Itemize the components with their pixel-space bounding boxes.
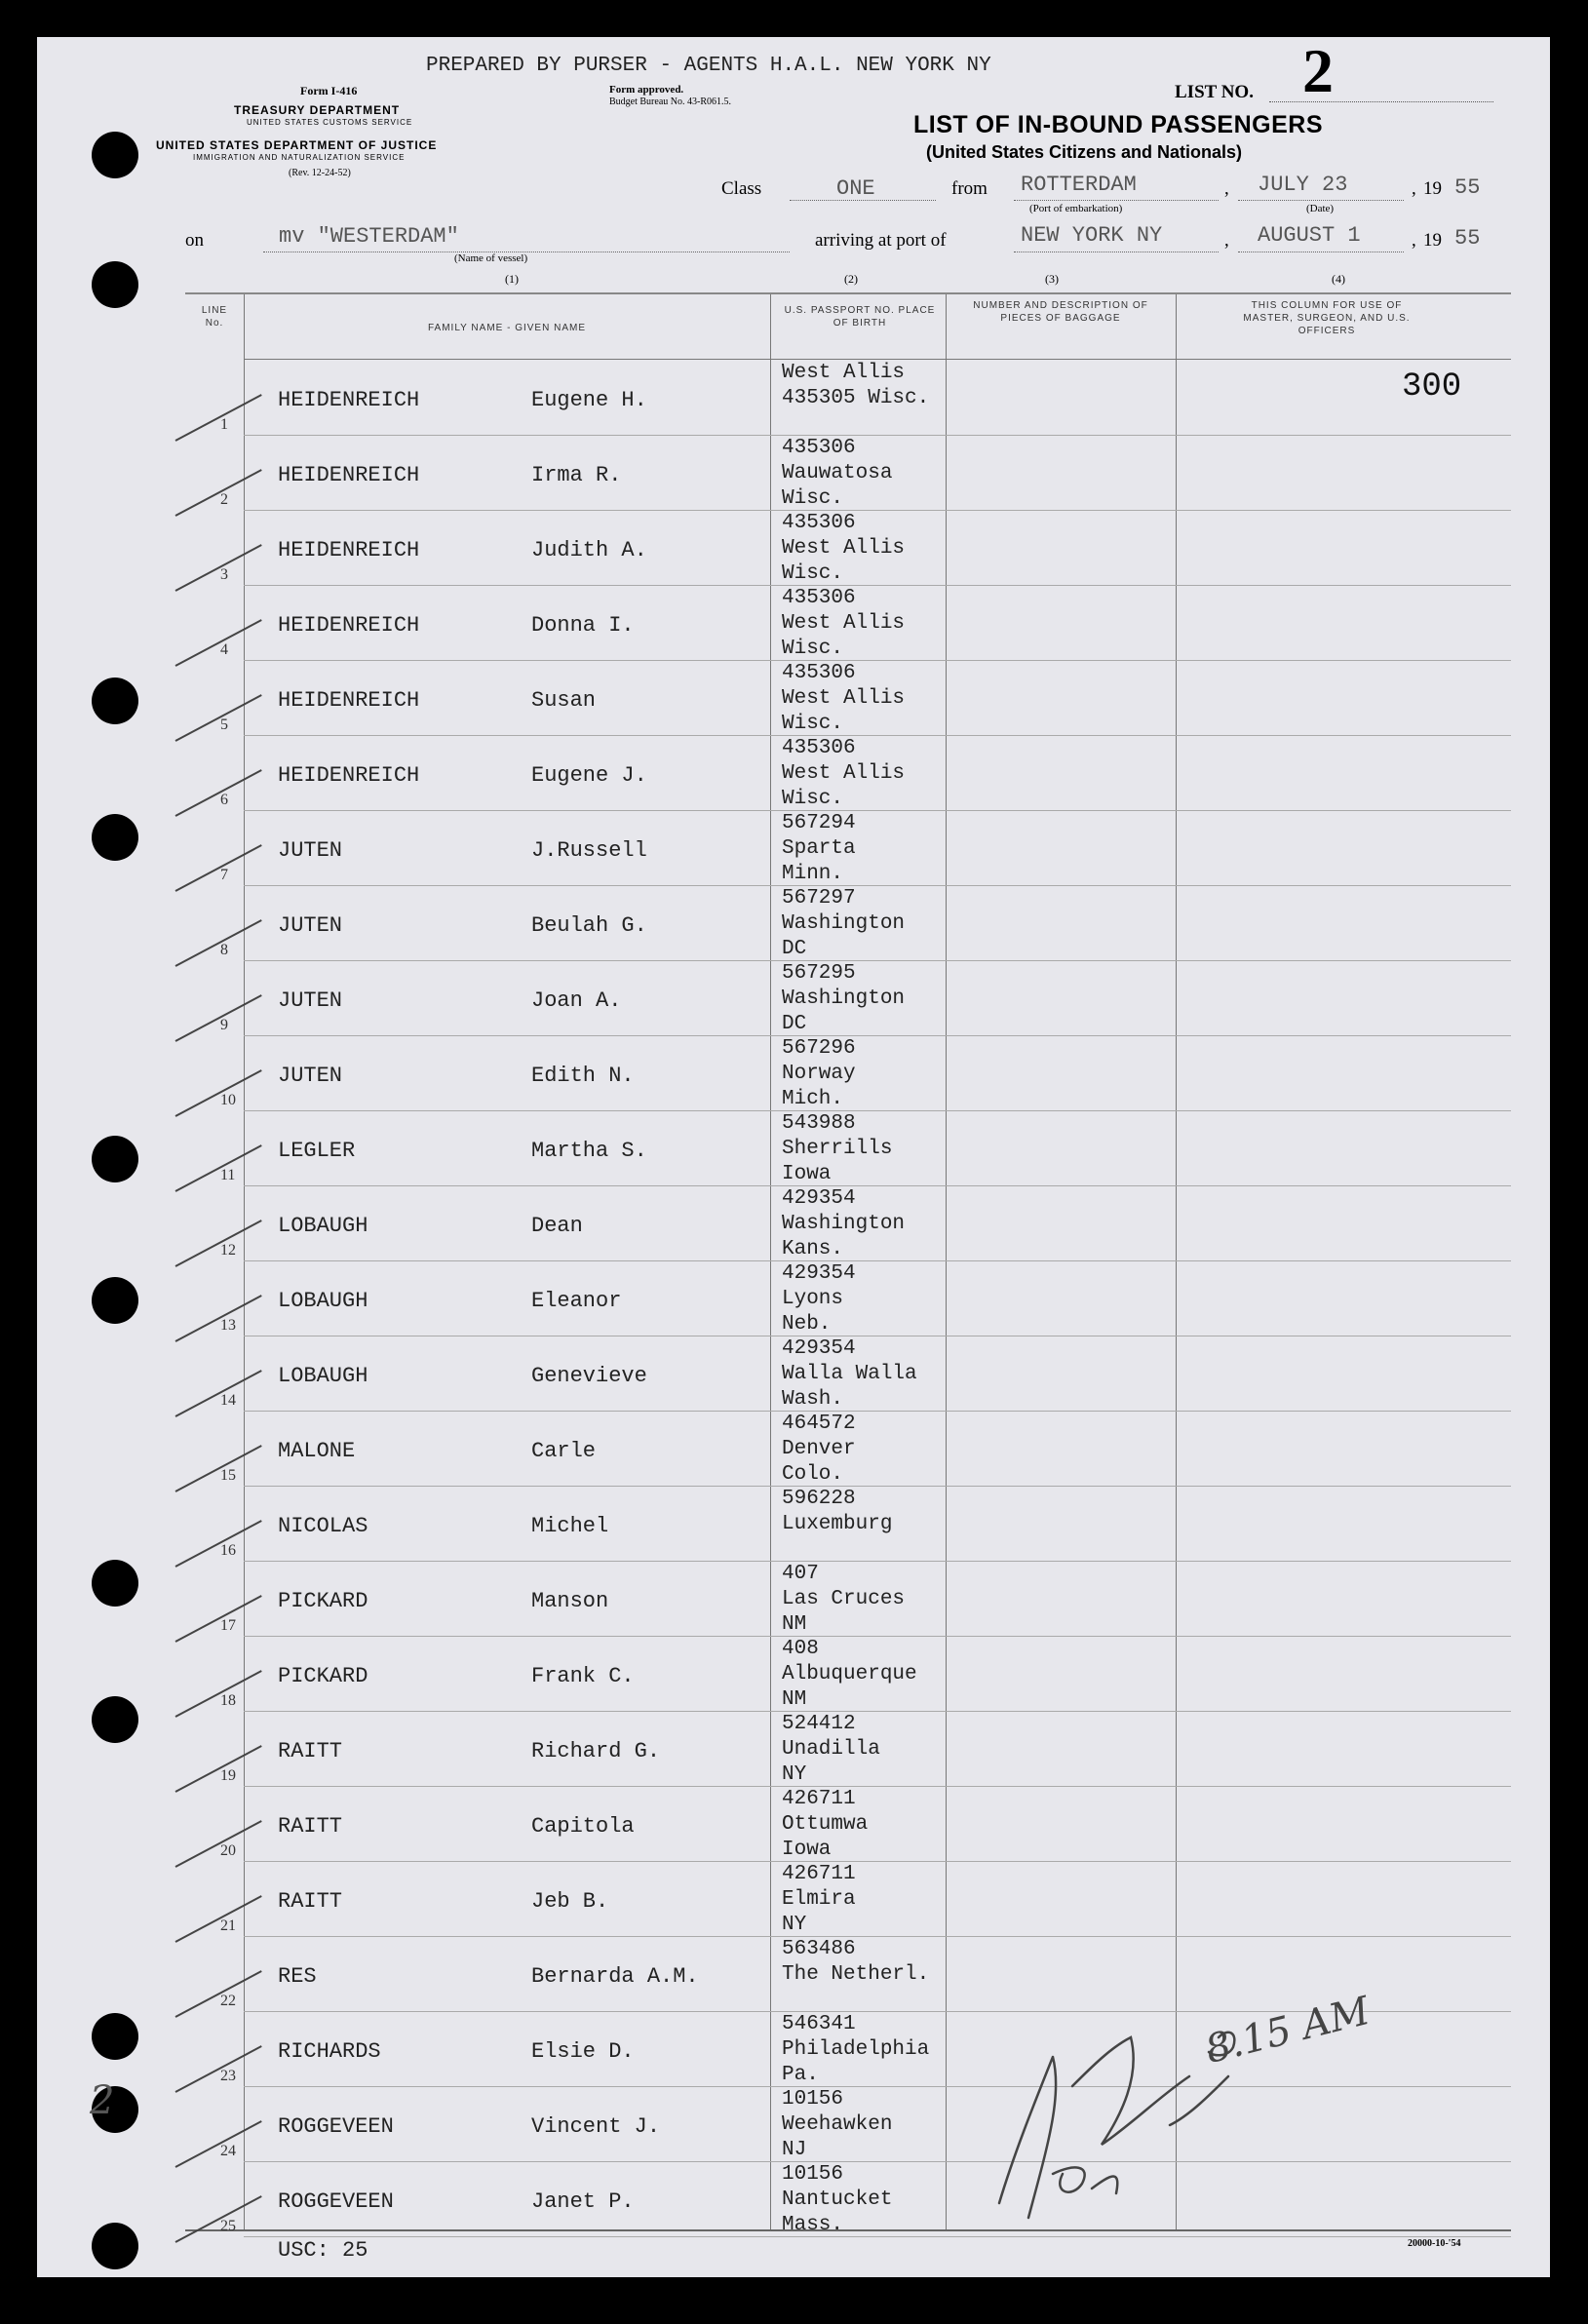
- line-number: 8: [220, 942, 228, 958]
- passport-birthplace: [782, 661, 905, 737]
- passport-line: Mass.: [782, 2214, 844, 2236]
- passport-line: Sherrills: [782, 1138, 893, 1160]
- passport-line: Iowa: [782, 1839, 832, 1861]
- given-name: Carle: [531, 1439, 597, 1463]
- passport-birthplace: [782, 1562, 905, 1638]
- family-name: RAITT: [278, 1814, 343, 1839]
- usc-count: USC: 25: [278, 2238, 368, 2263]
- line-number: 21: [220, 1917, 236, 1934]
- table-row: [185, 1862, 1511, 1937]
- passport-line: NJ: [782, 2139, 807, 2161]
- table-row: [185, 586, 1511, 661]
- family-name: RAITT: [278, 1889, 343, 1914]
- passport-line: 435306: [782, 737, 856, 759]
- given-name: Eugene H.: [531, 388, 647, 412]
- passport-line: 464572: [782, 1413, 856, 1435]
- passport-line: Iowa: [782, 1163, 832, 1185]
- passport-line: Unadilla: [782, 1738, 880, 1761]
- line-number: 1: [220, 416, 228, 433]
- table-row: [185, 1562, 1511, 1637]
- given-name: Susan: [531, 688, 597, 713]
- passport-line: Lyons: [782, 1288, 844, 1310]
- family-name: RES: [278, 1964, 317, 1989]
- passport-birthplace: [782, 886, 905, 962]
- officer-signature: [994, 1979, 1404, 2232]
- passport-line: Wisc.: [782, 788, 844, 810]
- passport-line: Wisc.: [782, 713, 844, 735]
- arrival-departure-date: JULY 23: [1258, 173, 1348, 197]
- passport-line: Minn.: [782, 863, 844, 885]
- table-row: [185, 1336, 1511, 1412]
- passport-line: Wash.: [782, 1388, 844, 1411]
- passport-line: 435305 Wisc.: [782, 387, 930, 409]
- passport-line: DC: [782, 938, 807, 960]
- print-code: 20000-10-'54: [1408, 2238, 1461, 2249]
- passport-birthplace: [782, 1937, 929, 2013]
- passport-line: Kans.: [782, 1238, 844, 1260]
- binder-hole: [92, 261, 138, 308]
- line-number: 17: [220, 1617, 236, 1634]
- family-name: RICHARDS: [278, 2039, 381, 2064]
- passport-line: NM: [782, 1613, 807, 1636]
- family-name: LOBAUGH: [278, 1289, 368, 1313]
- family-name: NICOLAS: [278, 1514, 368, 1538]
- column-number: (4): [1332, 272, 1345, 286]
- line-number: 24: [220, 2143, 236, 2159]
- family-name: ROGGEVEEN: [278, 2114, 394, 2139]
- line-number: 15: [220, 1467, 236, 1484]
- passport-line: Pa.: [782, 2064, 819, 2086]
- passport-line: West Allis: [782, 762, 906, 785]
- on-label: on: [185, 230, 204, 251]
- passport-birthplace: [782, 1336, 917, 1413]
- revision-date: (Rev. 12-24-52): [289, 168, 351, 178]
- passport-birthplace: [782, 436, 892, 512]
- line-number: 2: [220, 491, 228, 508]
- port-embark-caption: (Port of embarkation): [1029, 203, 1123, 214]
- passenger-table: [185, 292, 1511, 2236]
- table-row: [185, 661, 1511, 736]
- given-name: Genevieve: [531, 1364, 647, 1388]
- given-name: Elsie D.: [531, 2039, 635, 2064]
- given-name: Dean: [531, 1214, 583, 1238]
- passport-birthplace: [782, 961, 905, 1037]
- passport-birthplace: [782, 1712, 880, 1788]
- table-row: [185, 811, 1511, 886]
- passport-birthplace: [782, 2162, 892, 2238]
- given-name: Manson: [531, 1589, 609, 1613]
- line-number: 22: [220, 1993, 236, 2009]
- passport-birthplace: [782, 1261, 856, 1337]
- table-row: [185, 886, 1511, 961]
- treasury-department: TREASURY DEPARTMENT: [234, 103, 401, 117]
- family-name: JUTEN: [278, 988, 343, 1013]
- passport-birthplace: [782, 1036, 856, 1112]
- from-label: from: [951, 178, 988, 199]
- given-name: Frank C.: [531, 1664, 635, 1688]
- passport-birthplace: [782, 586, 905, 662]
- arrival-date: AUGUST 1: [1258, 223, 1361, 248]
- passport-line: 546341: [782, 2013, 856, 2035]
- passport-line: West Allis: [782, 537, 906, 560]
- passport-birthplace: [782, 1787, 868, 1863]
- line-number: 20: [220, 1842, 236, 1859]
- binder-hole: [92, 132, 138, 178]
- margin-mark: 2: [90, 2078, 115, 2123]
- table-row: [185, 1787, 1511, 1862]
- passport-line: Wisc.: [782, 638, 844, 660]
- family-name: JUTEN: [278, 838, 343, 863]
- passport-birthplace: [782, 811, 856, 887]
- comma: ,: [1412, 178, 1416, 199]
- given-name: Judith A.: [531, 538, 647, 562]
- given-name: Bernarda A.M.: [531, 1964, 699, 1989]
- given-name: Janet P.: [531, 2189, 635, 2214]
- passport-line: Denver: [782, 1438, 856, 1460]
- stamp-number: 300: [1402, 368, 1462, 406]
- passport-line: NY: [782, 1914, 807, 1936]
- passport-line: 429354: [782, 1337, 856, 1360]
- passport-line: Washington: [782, 988, 906, 1010]
- given-name: Capitola: [531, 1814, 635, 1839]
- column-header-passport: U.S. PASSPORT NO. PLACE OF BIRTH: [784, 305, 936, 329]
- line-number: 19: [220, 1767, 236, 1784]
- year-prefix: 19: [1423, 230, 1442, 251]
- passport-line: Nantucket: [782, 2188, 893, 2211]
- department-of-justice: UNITED STATES DEPARTMENT OF JUSTICE: [156, 138, 438, 152]
- list-no-rule: [1269, 101, 1493, 102]
- passport-line: Philadelphia: [782, 2038, 930, 2061]
- binder-hole: [92, 1560, 138, 1607]
- passport-birthplace: [782, 1487, 892, 1563]
- passport-line: Las Cruces: [782, 1588, 906, 1610]
- passport-birthplace: [782, 1111, 892, 1187]
- table-row: [185, 1186, 1511, 1261]
- table-row: [185, 1412, 1511, 1487]
- table-row: [185, 1261, 1511, 1336]
- passport-line: 435306: [782, 587, 856, 609]
- family-name: LOBAUGH: [278, 1364, 368, 1388]
- list-no-label: LIST NO.: [1175, 82, 1254, 102]
- passport-birthplace: [782, 1412, 856, 1488]
- class-value: ONE: [836, 176, 875, 201]
- passport-line: West Allis: [782, 687, 906, 710]
- year-prefix: 19: [1423, 178, 1442, 199]
- given-name: Richard G.: [531, 1739, 661, 1763]
- line-number: 7: [220, 867, 228, 883]
- form-number: Form I-416: [300, 84, 358, 97]
- passport-line: Elmira: [782, 1888, 856, 1911]
- header-rule: [244, 359, 1511, 360]
- passport-birthplace: [782, 511, 905, 587]
- passport-line: 524412: [782, 1713, 856, 1735]
- binder-hole: [92, 2223, 138, 2269]
- given-name: Irma R.: [531, 463, 622, 487]
- line-number: 10: [220, 1092, 236, 1108]
- binder-hole: [92, 678, 138, 724]
- passport-line: 567295: [782, 962, 856, 985]
- from-value: ROTTERDAM: [1021, 173, 1137, 197]
- line-number: 9: [220, 1017, 228, 1033]
- passport-line: 435306: [782, 662, 856, 684]
- given-name: Eleanor: [531, 1289, 622, 1313]
- passport-line: The Netherl.: [782, 1963, 930, 1986]
- prepared-by-line: PREPARED BY PURSER - AGENTS H.A.L. NEW YORK NY: [426, 55, 991, 77]
- family-name: LEGLER: [278, 1139, 356, 1163]
- line-number: 18: [220, 1692, 236, 1709]
- table-row: [185, 1637, 1511, 1712]
- passport-line: 426711: [782, 1863, 856, 1885]
- passport-line: Wisc.: [782, 487, 844, 510]
- passport-line: Wauwatosa: [782, 462, 893, 484]
- passport-line: 429354: [782, 1262, 856, 1285]
- family-name: HEIDENREICH: [278, 388, 420, 412]
- given-name: Michel: [531, 1514, 609, 1538]
- table-row: [185, 1487, 1511, 1562]
- passport-line: Wisc.: [782, 562, 844, 585]
- passport-line: 567297: [782, 887, 856, 910]
- binder-hole: [92, 1136, 138, 1182]
- passport-line: 435306: [782, 512, 856, 534]
- line-number: 14: [220, 1392, 236, 1409]
- passport-line: Albuquerque: [782, 1663, 917, 1685]
- family-name: JUTEN: [278, 913, 343, 938]
- from-rule: [1014, 200, 1219, 201]
- passport-line: [782, 1988, 929, 2013]
- line-number: 6: [220, 792, 228, 808]
- passport-line: 543988: [782, 1112, 856, 1135]
- passport-birthplace: [782, 1637, 917, 1713]
- passport-line: NM: [782, 1688, 807, 1711]
- passport-line: 435306: [782, 437, 856, 459]
- line-number: 4: [220, 641, 228, 658]
- table-row: [185, 511, 1511, 586]
- binder-hole: [92, 814, 138, 861]
- given-name: Jeb B.: [531, 1889, 609, 1914]
- given-name: Beulah G.: [531, 913, 647, 938]
- vessel-caption: (Name of vessel): [454, 252, 528, 264]
- family-name: HEIDENREICH: [278, 613, 420, 638]
- arriving-port: NEW YORK NY: [1021, 223, 1163, 248]
- column-header-line-no: LINE No.: [201, 305, 228, 329]
- table-row: [185, 1111, 1511, 1186]
- passport-line: DC: [782, 1013, 807, 1035]
- given-name: Eugene J.: [531, 763, 647, 788]
- passport-line: West Allis: [782, 612, 906, 635]
- column-header-name: FAMILY NAME - GIVEN NAME: [428, 323, 586, 333]
- passport-line: West Allis: [782, 362, 906, 384]
- table-row: [185, 736, 1511, 811]
- passport-birthplace: [782, 1862, 856, 1938]
- family-name: PICKARD: [278, 1664, 368, 1688]
- given-name: Edith N.: [531, 1064, 635, 1088]
- passport-line: 426711: [782, 1788, 856, 1810]
- given-name: J.Russell: [531, 838, 647, 863]
- passport-line: Walla Walla: [782, 1363, 917, 1385]
- passport-line: Washington: [782, 1213, 906, 1235]
- line-number: 13: [220, 1317, 236, 1334]
- passport-line: 567296: [782, 1037, 856, 1060]
- column-number: (2): [844, 272, 858, 286]
- table-row: [185, 961, 1511, 1036]
- family-name: ROGGEVEEN: [278, 2189, 394, 2214]
- line-number: 23: [220, 2068, 236, 2084]
- family-name: HEIDENREICH: [278, 763, 420, 788]
- line-number: 25: [220, 2218, 236, 2234]
- year-value: 55: [1454, 226, 1481, 251]
- passport-line: Sparta: [782, 837, 856, 860]
- arriving-label: arriving at port of: [815, 230, 947, 251]
- passport-line: Washington: [782, 912, 906, 935]
- column-number: (1): [505, 272, 519, 286]
- given-name: Vincent J.: [531, 2114, 661, 2139]
- passport-birthplace: [782, 361, 929, 437]
- passport-line: Norway: [782, 1063, 856, 1085]
- table-row: [185, 361, 1511, 436]
- form-title: LIST OF IN-BOUND PASSENGERS: [913, 111, 1324, 138]
- passport-line: NY: [782, 1763, 807, 1786]
- line-number: 12: [220, 1242, 236, 1259]
- date-rule: [1238, 200, 1404, 201]
- passport-birthplace: [782, 736, 905, 812]
- line-number: 11: [220, 1167, 236, 1183]
- given-name: Joan A.: [531, 988, 622, 1013]
- passport-line: Mich.: [782, 1088, 844, 1110]
- given-name: Martha S.: [531, 1139, 647, 1163]
- family-name: HEIDENREICH: [278, 688, 420, 713]
- immigration-service: IMMIGRATION AND NATURALIZATION SERVICE: [193, 153, 406, 162]
- budget-bureau: Budget Bureau No. 43-R061.5.: [609, 97, 731, 107]
- family-name: RAITT: [278, 1739, 343, 1763]
- list-no-value: 2: [1302, 36, 1334, 105]
- passport-line: Luxemburg: [782, 1513, 893, 1535]
- passport-line: 567294: [782, 812, 856, 834]
- binder-hole: [92, 2013, 138, 2060]
- family-name: HEIDENREICH: [278, 463, 420, 487]
- family-name: JUTEN: [278, 1064, 343, 1088]
- comma: ,: [1224, 230, 1229, 251]
- binder-hole: [92, 1277, 138, 1324]
- passport-line: 10156: [782, 2163, 844, 2186]
- passport-line: 407: [782, 1563, 819, 1585]
- passport-birthplace: [782, 1186, 905, 1262]
- passport-line: [782, 1537, 892, 1563]
- family-name: MALONE: [278, 1439, 356, 1463]
- line-number: 16: [220, 1542, 236, 1559]
- passport-line: Weehawken: [782, 2113, 893, 2136]
- passport-line: 596228: [782, 1488, 856, 1510]
- passport-birthplace: [782, 2012, 929, 2088]
- passport-line: 10156: [782, 2088, 844, 2111]
- line-number: 5: [220, 717, 228, 733]
- form-approved: Form approved.: [609, 84, 684, 96]
- form-subtitle: (United States Citizens and Nationals): [926, 142, 1243, 162]
- vessel-name: mv "WESTERDAM": [279, 224, 459, 249]
- passport-line: 429354: [782, 1187, 856, 1210]
- family-name: PICKARD: [278, 1589, 368, 1613]
- table-row: [185, 1712, 1511, 1787]
- customs-service: UNITED STATES CUSTOMS SERVICE: [247, 118, 413, 127]
- line-number: 3: [220, 566, 228, 583]
- given-name: Donna I.: [531, 613, 635, 638]
- binder-hole: [92, 1696, 138, 1743]
- passport-line: Neb.: [782, 1313, 832, 1336]
- column-header-baggage: NUMBER AND DESCRIPTION OF PIECES OF BAGGAGE: [973, 300, 1148, 324]
- comma: ,: [1412, 230, 1416, 251]
- date-caption: (Date): [1306, 203, 1335, 214]
- column-header-officers: THIS COLUMN FOR USE OF MASTER, SURGEON, AND U.S. OFFICERS: [1243, 300, 1411, 336]
- comma: ,: [1224, 178, 1229, 199]
- table-row: [185, 1036, 1511, 1111]
- passport-line: 408: [782, 1638, 819, 1660]
- table-row: [185, 436, 1511, 511]
- passport-line: Colo.: [782, 1463, 844, 1486]
- passport-line: Ottumwa: [782, 1813, 869, 1836]
- handwritten-time: 8.15 AM: [1200, 1988, 1375, 2073]
- passport-line: [782, 411, 929, 437]
- family-name: LOBAUGH: [278, 1214, 368, 1238]
- passport-birthplace: [782, 2087, 892, 2163]
- year-value: 55: [1454, 175, 1481, 200]
- passport-line: 563486: [782, 1938, 856, 1960]
- class-rule: [790, 200, 936, 201]
- class-label: Class: [721, 178, 762, 199]
- column-number: (3): [1045, 272, 1059, 286]
- family-name: HEIDENREICH: [278, 538, 420, 562]
